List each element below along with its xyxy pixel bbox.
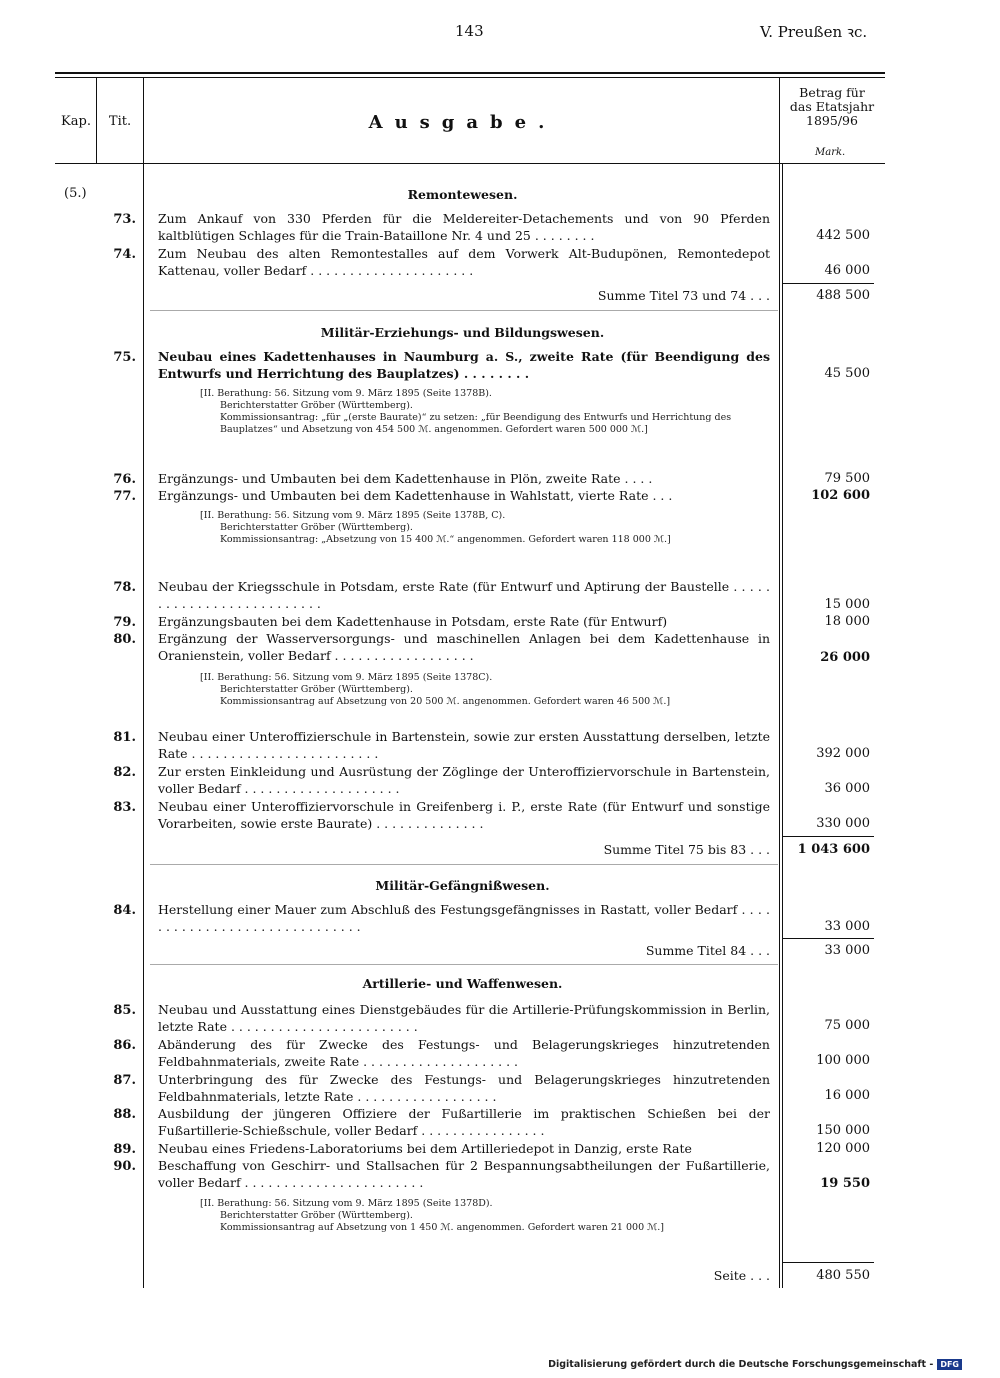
section-divider <box>150 310 778 311</box>
entry-text: Neubau einer Unteroffiziervorschule in Greifenberg i. P., erste Rate (für Entwurf und sonstige Vorarbeiten, sowie erste Baurate) . . . . . . . . . . . . . . <box>158 799 770 831</box>
sum-rule <box>782 938 874 939</box>
title-number: 73. <box>113 212 136 227</box>
entry-text: Neubau der Kriegsschule in Potsdam, erste Rate (für Entwurf und Aptirung der Baustelle . . . . . . . . . . . . . . . . . . . . . . . . . . <box>158 579 770 611</box>
title-number: 81. <box>113 730 136 745</box>
reference-note <box>200 672 775 708</box>
entry-text: Ergänzungsbauten bei dem Kadettenhause in Potsdam, erste Rate (für Entwurf) <box>158 614 668 629</box>
tit-column-line <box>143 78 144 1288</box>
entry-amount: 79 500 <box>824 471 870 486</box>
entry-amount: 120 000 <box>816 1141 870 1156</box>
top-rule-thin <box>55 77 885 78</box>
title-number: 83. <box>113 800 136 815</box>
entry-text: Zum Neubau des alten Remontestalles auf dem Vorwerk Alt-Budupönen, Remontedepot Kattenau, voller Bedarf . . . . . . . . . . . . . . . . . . . . . <box>158 246 770 278</box>
note-line: [II. Berathung: 56. Sitzung vom 9. März 1895 (Seite 1378B). <box>200 388 492 399</box>
sum-amount: 33 000 <box>824 943 870 958</box>
sum-rule <box>782 283 874 284</box>
title-number: 78. <box>113 580 136 595</box>
entry-amount: 46 000 <box>824 263 870 278</box>
tit-header: Tit. <box>108 114 132 129</box>
entry-text: Beschaffung von Geschirr- und Stallsachen für 2 Bespannungsabtheilungen der Fußartillerie, voller Bedarf . . . . . . . . . . . . . . . . . . . . . . . <box>158 1158 770 1190</box>
title-number: 77. <box>113 489 136 504</box>
entry-amount: 19 550 <box>820 1176 870 1191</box>
entry-text: Ergänzung der Wasserversorgungs- und maschinellen Anlagen bei dem Kadettenhause in Oranienstein, voller Bedarf . . . . . . . . . . . . . . . . . . <box>158 631 770 663</box>
entry-amount: 150 000 <box>816 1123 870 1138</box>
note-line: [II. Berathung: 56. Sitzung vom 9. März 1895 (Seite 1378B, C). <box>200 510 506 521</box>
title-number: 85. <box>113 1003 136 1018</box>
title-number: 84. <box>113 903 136 918</box>
sum-label: Summe Titel 84 . . . <box>645 943 770 958</box>
entry-amount: 75 000 <box>824 1018 870 1033</box>
entry-text: Ergänzungs- und Umbauten bei dem Kadettenhause in Plön, zweite Rate . . . . <box>158 471 653 486</box>
entry-amount: 392 000 <box>816 746 870 761</box>
page-sum-amount: 480 550 <box>816 1268 870 1283</box>
amount-header-line-3: 1895/96 <box>806 113 858 128</box>
title-number: 87. <box>113 1073 136 1088</box>
footer-text: Digitalisierung gefördert durch die Deutsche Forschungsgemeinschaft - <box>548 1359 934 1370</box>
entry-amount: 16 000 <box>824 1088 870 1103</box>
note-motion: Kommissionsantrag auf Absetzung von 20 500 ℳ. angenommen. Gefordert waren 46 500 ℳ.] <box>220 696 671 707</box>
table-title: Ausgabe. <box>368 112 557 133</box>
section-heading: Artillerie- und Waffenwesen. <box>362 976 563 991</box>
section-divider <box>150 964 778 965</box>
top-rule-thick <box>55 72 885 74</box>
entry-text: Unterbringung des für Zwecke des Festungs- und Belagerungskrieges hinzutretenden Feldbahnmaterials, letzte Rate . . . . . . . . . . . . . . . . . . <box>158 1072 770 1104</box>
digitization-footer <box>548 1359 962 1370</box>
entry-amount: 15 000 <box>824 597 870 612</box>
header-bottom-rule <box>55 163 885 164</box>
reference-note <box>200 510 775 546</box>
entry-text: Herstellung einer Mauer zum Abschluß des Festungsgefängnisses in Rastatt, voller Bedarf . . . . . . . . . . . . . . . . . . . . . . . . . . . . . . <box>158 902 770 934</box>
note-motion: Kommissionsantrag: „Absetzung von 15 400 ℳ.“ angenommen. Gefordert waren 118 000 ℳ.] <box>220 534 671 545</box>
entry-amount: 330 000 <box>816 816 870 831</box>
entry-text: Zum Ankauf von 330 Pferden für die Meldereiter-Detachements und von 90 Pferden kaltblütigen Schlages für die Train-Bataillone Nr. 4 und 25 . . . . . . . . <box>158 211 770 243</box>
entry-text: Abänderung des für Zwecke des Festungs- und Belagerungskrieges hinzutretenden Feldbahnmaterials, zweite Rate . . . . . . . . . . . . . . . . . . . . <box>158 1037 770 1069</box>
entry-amount: 45 500 <box>824 366 870 381</box>
amount-header-line-1: Betrag für <box>799 85 865 100</box>
sum-label: Summe Titel 75 bis 83 . . . <box>603 842 770 857</box>
entry-amount: 33 000 <box>824 919 870 934</box>
amount-column-line-inner <box>782 164 783 1288</box>
sum-label: Summe Titel 73 und 74 . . . <box>597 288 770 303</box>
section-heading: Militär-Gefängnißwesen. <box>375 878 550 893</box>
title-number: 82. <box>113 765 136 780</box>
note-rapporteur: Berichterstatter Gröber (Württemberg). <box>220 1210 413 1221</box>
title-number: 88. <box>113 1107 136 1122</box>
section-heading: Remontewesen. <box>407 187 518 202</box>
title-number: 75. <box>113 350 136 365</box>
title-number: 86. <box>113 1038 136 1053</box>
title-number: 80. <box>113 632 136 647</box>
entry-amount: 26 000 <box>820 650 870 665</box>
entry-text: Neubau und Ausstattung eines Dienstgebäudes für die Artillerie-Prüfungskommission in Berlin, letzte Rate . . . . . . . . . . . . . . . . . . . . . . . . <box>158 1002 770 1034</box>
sum-rule <box>782 1262 874 1263</box>
note-line: [II. Berathung: 56. Sitzung vom 9. März 1895 (Seite 1378D). <box>200 1198 493 1209</box>
entry-text: Neubau eines Friedens-Laboratoriums bei dem Artilleriedepot in Danzig, erste Rate <box>158 1141 692 1156</box>
sum-amount: 1 043 600 <box>797 842 870 857</box>
entry-amount: 102 600 <box>811 488 870 503</box>
entry-text: Neubau eines Kadettenhauses in Naumburg a. S., zweite Rate (für Beendigung des Entwurfs und Herrichtung des Bauplatzes) . . . . . . . . <box>158 349 770 381</box>
page-number: 143 <box>455 22 484 40</box>
reference-note <box>200 1198 775 1234</box>
kap-value: (5.) <box>64 186 87 201</box>
entry-amount: 18 000 <box>824 614 870 629</box>
entry-text: Ergänzungs- und Umbauten bei dem Kadettenhause in Wahlstatt, vierte Rate . . . <box>158 488 673 503</box>
entry-amount: 36 000 <box>824 781 870 796</box>
entry-text: Zur ersten Einkleidung und Ausrüstung der Zöglinge der Unteroffiziervorschule in Bartenstein, voller Bedarf . . . . . . . . . . . . . . . . . . . . <box>158 764 770 796</box>
kap-header: Kap. <box>61 114 91 129</box>
entry-amount: 100 000 <box>816 1053 870 1068</box>
unit-header: Mark. <box>815 147 846 158</box>
sum-rule <box>782 836 874 837</box>
title-number: 89. <box>113 1142 136 1157</box>
title-number: 76. <box>113 472 136 487</box>
kap-column-line <box>96 78 97 164</box>
title-number: 79. <box>113 615 136 630</box>
entry-text: Neubau einer Unteroffizierschule in Bartenstein, sowie zur ersten Ausstattung derselben, letzte Rate . . . . . . . . . . . . . . . . . . . . . . . . <box>158 729 770 761</box>
reference-note <box>200 388 775 436</box>
running-title: V. Preußen ꝛc. <box>760 23 868 41</box>
title-number: 74. <box>113 247 136 262</box>
entry-amount: 442 500 <box>816 228 870 243</box>
amount-column-line <box>779 78 780 1288</box>
page-header <box>0 22 1000 42</box>
note-rapporteur: Berichterstatter Gröber (Württemberg). <box>220 522 413 533</box>
sum-amount: 488 500 <box>816 288 870 303</box>
section-divider <box>150 864 778 865</box>
amount-header <box>782 86 882 128</box>
note-motion: Kommissionsantrag: „für „(erste Baurate)“ zu setzen: „für Beendigung des Entwurfs und Herrichtung des Bauplatzes“ und Absetzung von 454 500 ℳ. angenommen. Gefordert waren 500 000 ℳ.] <box>220 412 732 435</box>
section-heading: Militär-Erziehungs- und Bildungswesen. <box>320 325 605 340</box>
note-motion: Kommissionsantrag auf Absetzung von 1 450 ℳ. angenommen. Gefordert waren 21 000 ℳ.] <box>220 1222 665 1233</box>
note-line: [II. Berathung: 56. Sitzung vom 9. März 1895 (Seite 1378C). <box>200 672 493 683</box>
page-sum-label: Seite . . . <box>713 1268 770 1283</box>
dfg-logo: DFG <box>937 1359 962 1370</box>
note-rapporteur: Berichterstatter Gröber (Württemberg). <box>220 400 413 411</box>
entry-text: Ausbildung der jüngeren Offiziere der Fußartillerie im praktischen Schießen bei der Fußartillerie-Schießschule, voller Bedarf . . . . . . . . . . . . . . . . <box>158 1106 770 1138</box>
amount-header-line-2: das Etatsjahr <box>789 99 875 114</box>
note-rapporteur: Berichterstatter Gröber (Württemberg). <box>220 684 413 695</box>
title-number: 90. <box>113 1159 136 1174</box>
